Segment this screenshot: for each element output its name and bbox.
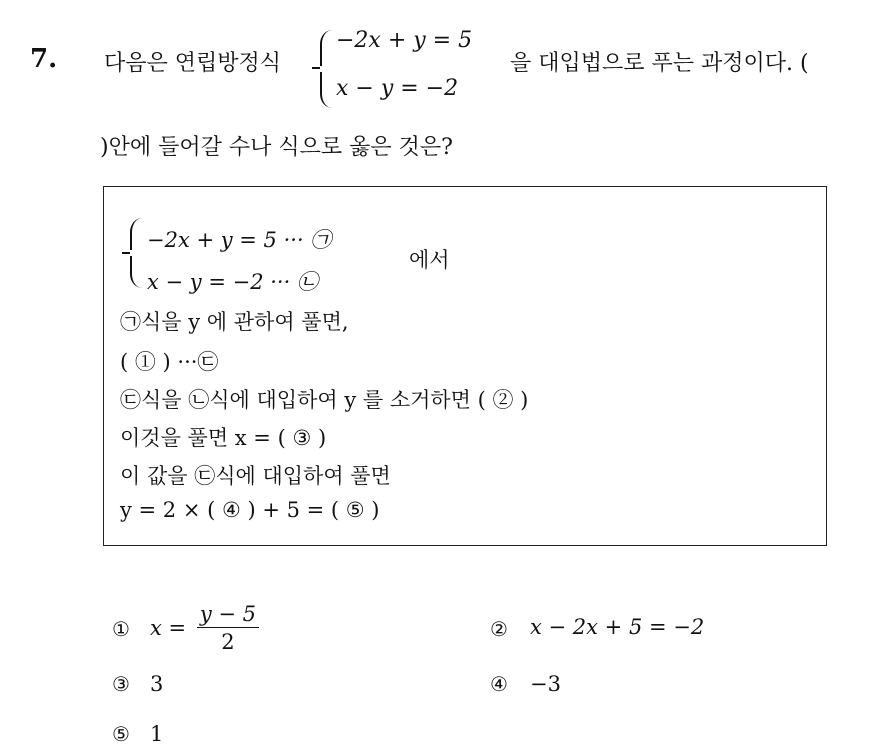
choice-1-fraction — [197, 602, 259, 654]
box-step1: ㉠식을 y 에 관하여 풀면, — [120, 310, 349, 334]
choice-2-label[interactable]: ② — [490, 617, 508, 641]
box-eq1: −2x + y = 5 ··· ㉠ — [147, 228, 332, 252]
choice-3-label[interactable]: ③ — [112, 672, 130, 696]
question-number: 7. — [30, 44, 58, 74]
choice-1-lhs: x = — [150, 616, 187, 640]
box-step3: ㉢식을 ㉡식에 대입하여 y 를 소거하면 ( ② ) — [120, 388, 529, 412]
choice-1-numerator: y − 5 — [197, 602, 259, 628]
box-step2: ( ① ) ···㉢ — [120, 350, 219, 374]
question-intro: 다음은 연립방정식 — [104, 51, 282, 76]
box-step5: 이 값을 ㉢식에 대입하여 풀면 — [120, 464, 391, 488]
system-eq2: x − y = −2 — [336, 76, 459, 101]
choice-3[interactable]: 3 — [150, 672, 164, 696]
box-eq2: x − y = −2 ··· ㉡ — [147, 270, 318, 294]
box-system-suffix: 에서 — [409, 248, 450, 272]
choice-5-label[interactable]: ⑤ — [112, 722, 130, 746]
question-line2: )안에 들어갈 수나 식으로 옳은 것은? — [100, 135, 453, 160]
system-eq1: −2x + y = 5 — [336, 28, 473, 53]
box-step6: y = 2 × ( ④ ) + 5 = ( ⑤ ) — [120, 498, 380, 522]
choice-4[interactable]: −3 — [530, 672, 561, 696]
choice-5[interactable]: 1 — [150, 722, 164, 746]
choice-1-label[interactable]: ① — [112, 617, 130, 641]
choice-2[interactable]: x − 2x + 5 = −2 — [530, 615, 705, 639]
choice-1-denominator: 2 — [221, 630, 235, 654]
question-after-system: 을 대입법으로 푸는 과정이다. ( — [510, 51, 809, 76]
box-step4: 이것을 풀면 x = ( ③ ) — [120, 426, 327, 450]
choice-4-label[interactable]: ④ — [490, 672, 508, 696]
choice-1[interactable] — [150, 602, 259, 654]
